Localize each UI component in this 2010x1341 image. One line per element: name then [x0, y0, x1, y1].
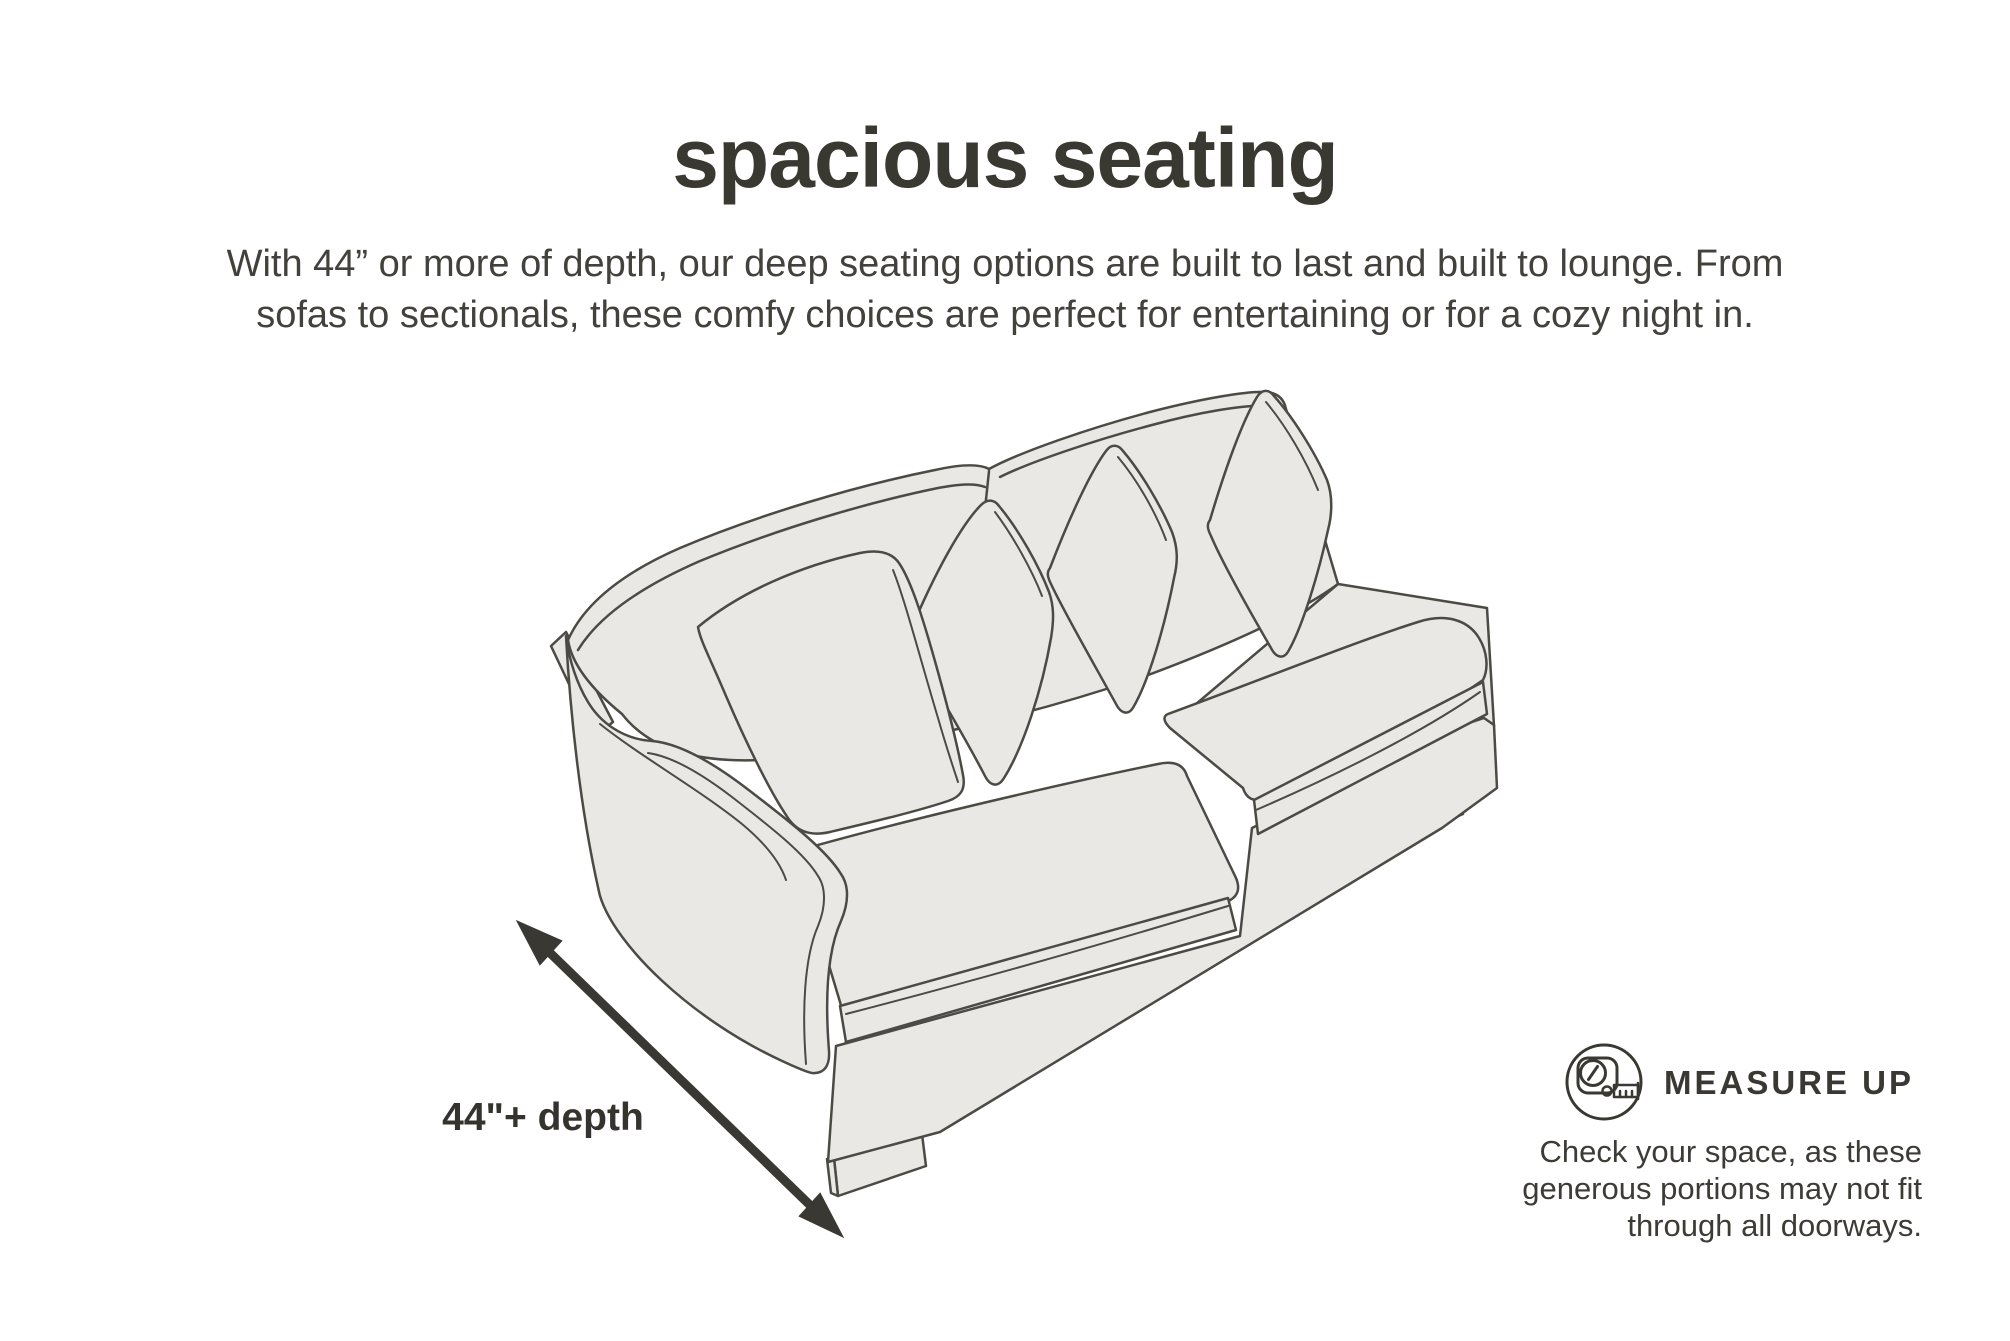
measure-up-text	[1462, 1133, 1922, 1244]
page-title: spacious seating	[672, 111, 1338, 205]
measure-up-title: MEASURE UP	[1664, 1064, 1915, 1101]
measure-up-line-3: through all doorways.	[1627, 1208, 1922, 1243]
depth-dimension-label: 44"+ depth	[442, 1096, 644, 1139]
intro-line-2: sofas to sectionals, these comfy choices are perfect for entertaining or for a cozy night in.	[256, 294, 1754, 336]
measure-up-callout	[1460, 1030, 1930, 1260]
measure-up-line-1: Check your space, as these	[1539, 1134, 1922, 1169]
intro-line-1: With 44” or more of depth, our deep seating options are built to last and built to lounge. From	[226, 243, 1784, 285]
sofa-drawing	[551, 391, 1497, 1196]
tape-measure-icon	[1563, 1041, 1645, 1123]
measure-up-line-2: generous portions may not fit	[1522, 1171, 1922, 1206]
